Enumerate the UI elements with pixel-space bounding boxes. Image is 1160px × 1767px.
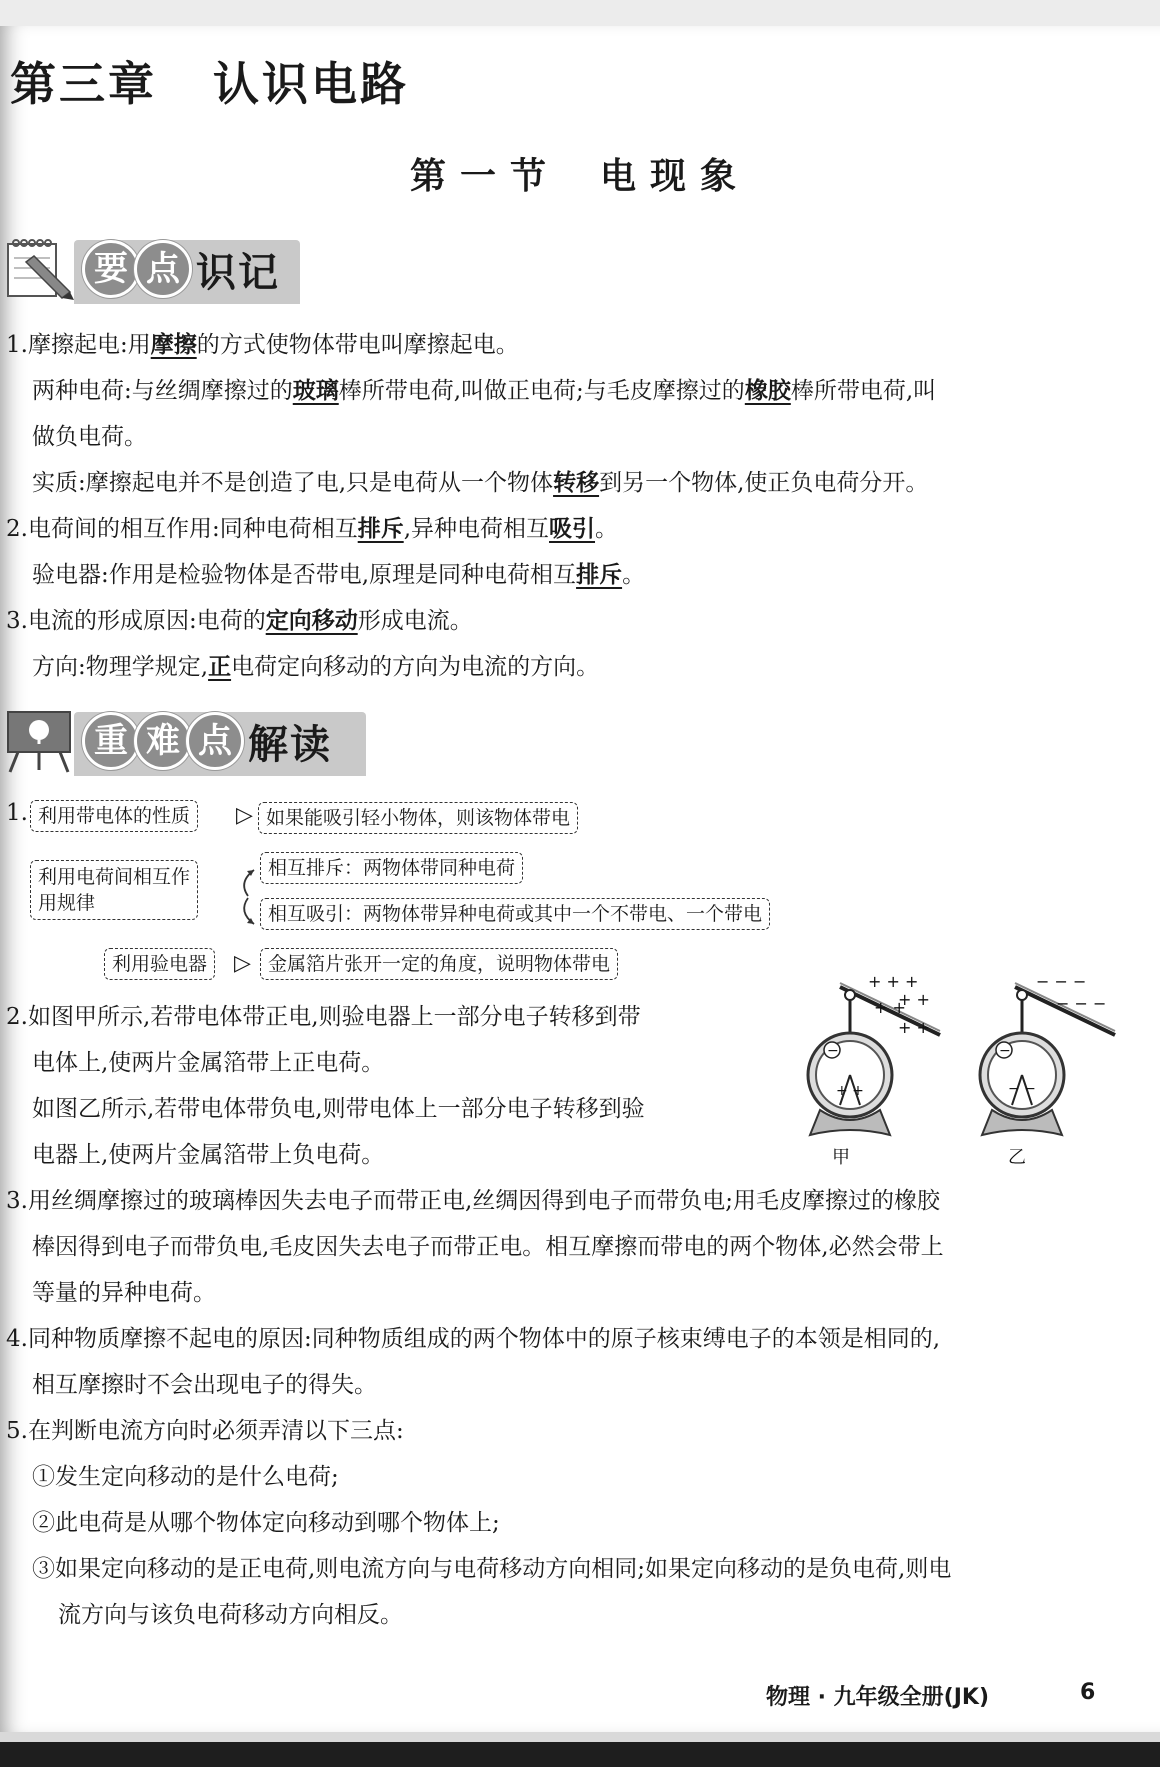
kp-line-7: [6, 606, 473, 636]
diagram-box-charged-body-property: 利用带电体的性质: [30, 800, 198, 832]
svg-text:+ +: + +: [898, 990, 930, 1009]
notepad-pencil-icon: [4, 236, 76, 302]
chapter-number: 第三章: [10, 57, 157, 111]
section-heading: [0, 148, 1160, 199]
text: 验电器:作用是检验物体是否带电,原理是同种电荷相互: [32, 562, 577, 588]
banner-char-yao: 要: [82, 240, 140, 298]
text: 方向:物理学规定,: [32, 654, 209, 680]
svg-text:− −: − −: [1008, 1081, 1036, 1097]
analysis-banner: [4, 704, 332, 778]
text: 两种电荷:与丝绸摩擦过的: [32, 378, 293, 404]
footer-book-title: 物理 · 九年级全册(JK): [766, 1685, 990, 1710]
figure-label-a: 甲: [832, 1147, 850, 1168]
text: 。: [622, 562, 646, 588]
diagram-number: 1.: [6, 800, 28, 826]
text: 利用电荷间相互作: [38, 866, 191, 888]
kp-line-8: [32, 652, 599, 682]
diagram-box-attract-small: 如果能吸引轻小物体，则该物体带电: [258, 802, 578, 834]
svg-text:+ + +: + + +: [868, 975, 919, 991]
page-top-margin: [0, 0, 1160, 26]
analysis-3-line-2: 棒因得到电子而带负电,毛皮因失去电子而带正电。相互摩擦而带电的两个物体,必然会带上: [32, 1234, 944, 1260]
analysis-2-line-1: 2.如图甲所示,若带电体带正电,则验电器上一部分电子转移到带: [6, 1004, 641, 1030]
banner-title-text: 识记: [196, 249, 280, 296]
analysis-3-line-1: 3.用丝绸摩擦过的玻璃棒因失去电子而带正电,丝绸因得到电子而带负电;用毛皮摩擦过的橡胶: [6, 1188, 941, 1214]
text: 形成电流。: [357, 608, 473, 634]
text: ,异种电荷相互: [403, 516, 550, 542]
analysis-5-point-3-cont: 流方向与该负电荷移动方向相反。: [58, 1602, 403, 1628]
analysis-5-point-1: ①发生定向移动的是什么电荷;: [32, 1464, 339, 1490]
svg-text:−: −: [999, 1043, 1011, 1059]
banner-title-text: 解读: [248, 721, 332, 768]
diagram-box-attract: 相互吸引：两物体带异种电荷或其中一个不带电、一个带电: [260, 898, 770, 930]
svg-text:+ +: + +: [836, 1083, 864, 1099]
chapter-heading: [10, 48, 409, 114]
text: 3.电流的形成原因:电荷的: [6, 608, 266, 634]
branch-arrow-icon: [232, 862, 260, 932]
text: 做负电荷。: [32, 424, 147, 450]
answer: 正: [208, 653, 232, 680]
figure-label-b: 乙: [1008, 1147, 1026, 1168]
page-number: 6: [1080, 1680, 1096, 1705]
svg-text:− − −: − − −: [1056, 994, 1107, 1013]
text: 到另一个物体,使正负电荷分开。: [599, 470, 929, 496]
page-bottom-edge: [0, 1742, 1160, 1767]
electroscope-b: [980, 975, 1115, 1135]
easel-board-icon: [4, 708, 76, 774]
kp-line-4: [32, 468, 928, 498]
kp-line-6: [32, 560, 645, 590]
text: 的方式使物体带电叫摩擦起电。: [196, 332, 519, 358]
electroscope-figure: [790, 975, 1120, 1170]
answer: 玻璃: [292, 377, 339, 404]
svg-text:−: −: [827, 1043, 839, 1059]
analysis-4-line-2: 相互摩擦时不会出现电子的得失。: [32, 1372, 377, 1398]
banner-char-zhong: 重: [82, 712, 140, 770]
keypoints-banner: [4, 232, 280, 306]
text: 实质:摩擦起电并不是创造了电,只是电荷从一个物体: [32, 470, 554, 496]
answer: 转移: [553, 469, 600, 496]
chapter-title: 认识电路: [213, 57, 409, 111]
arrow-right-icon: ▷: [234, 951, 251, 976]
kp-line-2: [32, 376, 936, 406]
answer: 排斥: [576, 561, 623, 588]
text: 棒所带电荷,叫做正电荷;与毛皮摩擦过的: [338, 378, 745, 404]
kp-line-3: [32, 422, 147, 452]
electroscope-a: [808, 975, 940, 1135]
svg-text:+ +: + +: [898, 1018, 930, 1037]
analysis-2-line-2: 电体上,使两片金属箔带上正电荷。: [32, 1050, 385, 1076]
text: 2.电荷间的相互作用:同种电荷相互: [6, 516, 358, 542]
analysis-3-line-3: 等量的异种电荷。: [32, 1280, 216, 1306]
answer: 定向移动: [265, 607, 358, 634]
analysis-4-line-1: 4.同种物质摩擦不起电的原因:同种物质组成的两个物体中的原子核束缚电子的本领是相同的,: [6, 1326, 941, 1352]
text: 电荷定向移动的方向为电流的方向。: [231, 654, 600, 680]
kp-line-1: [6, 330, 519, 360]
text: 。: [595, 516, 619, 542]
analysis-2-line-4: 电器上,使两片金属箔带上负电荷。: [32, 1142, 385, 1168]
analysis-5-line-1: 5.在判断电流方向时必须弄清以下三点:: [6, 1418, 404, 1444]
answer: 橡胶: [744, 377, 791, 404]
banner-char-nan: 难: [134, 712, 192, 770]
answer: 排斥: [357, 515, 404, 542]
text: 用规律: [38, 892, 96, 914]
banner-char-dian: 点: [186, 712, 244, 770]
analysis-5-point-3: ③如果定向移动的是正电荷,则电流方向与电荷移动方向相同;如果定向移动的是负电荷,则电: [32, 1556, 952, 1582]
diagram-box-foil-open: 金属箔片张开一定的角度，说明物体带电: [260, 948, 618, 980]
svg-text:− − −: − − −: [1036, 975, 1087, 991]
diagram-box-electroscope: 利用验电器: [104, 948, 215, 980]
arrow-right-icon: ▷: [236, 803, 253, 828]
diagram-box-charge-interaction: [30, 860, 198, 920]
section-number: 第一节: [409, 155, 560, 197]
svg-text:+ +: + +: [874, 998, 906, 1017]
kp-line-5: [6, 514, 618, 544]
text: 棒所带电荷,叫: [790, 378, 937, 404]
answer: 摩擦: [150, 331, 197, 358]
section-title: 电现象: [600, 155, 751, 197]
diagram-box-repel: 相互排斥：两物体带同种电荷: [260, 852, 523, 884]
banner-char-dian: 点: [134, 240, 192, 298]
answer: 吸引: [549, 515, 596, 542]
analysis-2-line-3: 如图乙所示,若带电体带负电,则带电体上一部分电子转移到验: [32, 1096, 645, 1122]
analysis-5-point-2: ②此电荷是从哪个物体定向移动到哪个物体上;: [32, 1510, 500, 1536]
text: 1.摩擦起电:用: [6, 332, 151, 358]
